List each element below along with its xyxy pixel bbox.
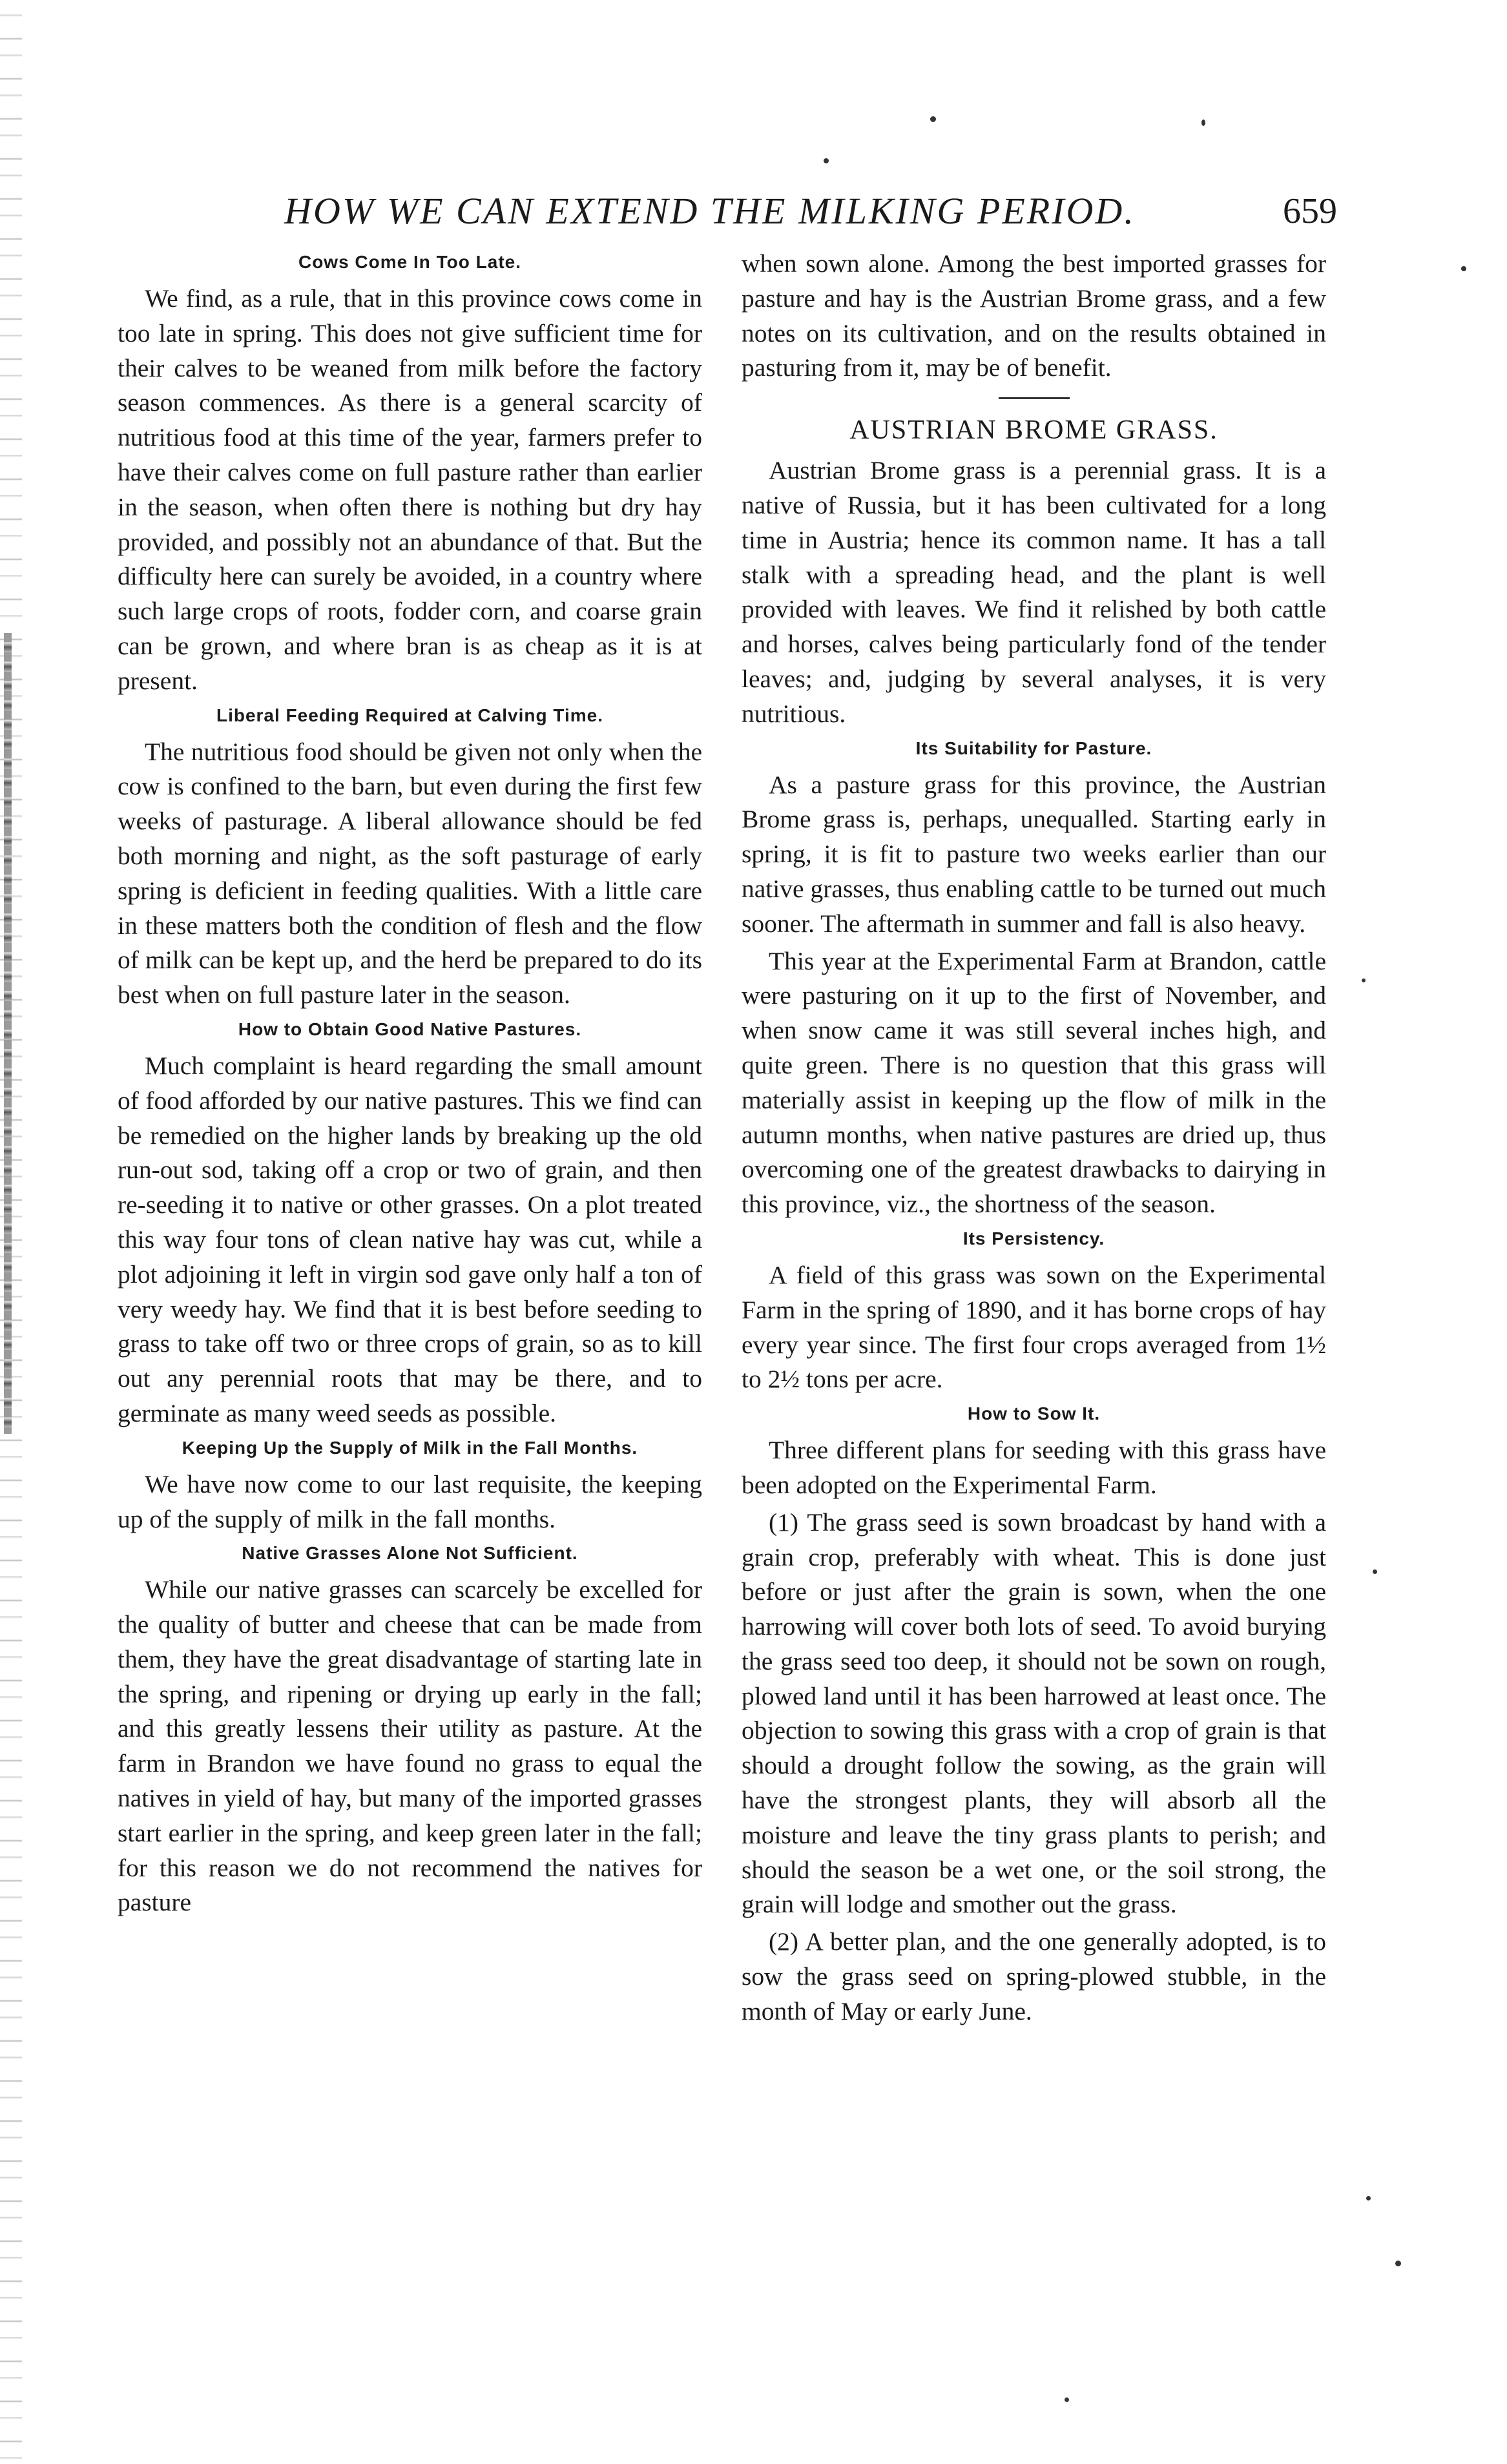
- print-speck: [1373, 1569, 1377, 1574]
- page-number: 659: [1283, 191, 1337, 231]
- running-header: [123, 176, 1337, 247]
- paragraph: Much complaint is heard regarding the small amount of food afforded by our native pastures. This we find can be remedied on the higher lands by breaking up the old run-out sod, taking off a crop or two of grain, and then re-seeding it to native or other grasses. On a plot treated this way four tons of clean native hay was cut, while a plot adjoining it left in virgin sod gave only half a ton of very weedy hay. We find that it is best before seeding to grass to take off two or three crops of grain, so as to kill out any perennial roots that may be there, and to germinate as many weed seeds as possible.: [118, 1051, 702, 1427]
- section-heading: Liberal Feeding Required at Calving Time.: [216, 705, 604, 725]
- print-speck: [1362, 978, 1366, 982]
- article-section-title: AUSTRIAN BROME GRASS.: [849, 415, 1218, 446]
- paragraph: We have now come to our last requisite, the keeping up of the supply of milk in the fall months.: [118, 1469, 702, 1533]
- section-heading: Native Grasses Alone Not Sufficient.: [242, 1543, 578, 1564]
- left-column: [118, 245, 702, 1923]
- section-heading: Cows Come In Too Late.: [298, 252, 522, 272]
- print-speck: [824, 158, 829, 163]
- section-heading: How to Obtain Good Native Pastures.: [238, 1019, 582, 1039]
- paragraph: Three different plans for seeding with this grass have been adopted on the Experimental Farm.: [742, 1436, 1326, 1499]
- continued-paragraph: when sown alone. Among the best imported grasses for pasture and hay is the Austrian Brome grass, and a few notes on its cultivation, and on the results obtained in pasturing from it, may be of benefit.: [742, 249, 1326, 382]
- section-heading: Its Suitability for Pasture.: [915, 738, 1152, 758]
- print-speck: [1065, 2397, 1069, 2402]
- paragraph: (1) The grass seed is sown broadcast by hand with a grain crop, preferably with wheat. This is done just before or just after the grain is sown, when the one harrowing will cover both lots of seed. To avoid burying the grass seed too deep, it should not be sown on rough, plowed land until it has been harrowed at least once. The objection to sowing this grass with a crop of grain is that should a drought follow the sowing, as the grain will have the strongest plants, they will absorb all the moisture and leave the tiny grass plants to perish; and should the season be a wet one, or the soil strong, the grain will lodge and smother out the grass.: [742, 1507, 1326, 1919]
- print-speck: [930, 116, 936, 122]
- paragraph: As a pasture grass for this province, the Austrian Brome grass is, perhaps, unequalled. Starting early in spring, it is fit to pasture two weeks earlier than our native grasses, thus enabling cattle to be turned out much sooner. The aftermath in summer and fall is also heavy.: [742, 770, 1326, 938]
- paragraph: This year at the Experimental Farm at Brandon, cattle were pasturing on it up to the first of November, and when snow came it was still several inches high, and quite green. There is no question that this grass will materially assist in keeping up the flow of milk in the autumn months, when native pastures are dried up, thus overcoming one of the greatest drawbacks to dairying in this province, viz., the shortness of the season.: [742, 946, 1326, 1219]
- print-speck: [1366, 2196, 1371, 2200]
- paragraph: (2) A better plan, and the one generally adopted, is to sow the grass seed on spring-plowed stubble, in the month of May or early June.: [742, 1927, 1326, 2025]
- print-speck: [1395, 2261, 1401, 2266]
- paragraph: The nutritious food should be given not only when the cow is confined to the barn, but even during the first few weeks of pasturage. A liberal allowance should be fed both morning and night, as the soft pasturage of early spring is deficient in feeding qualities. With a little care in these matters both the condition of flesh and the flow of milk can be kept up, and the herd be prepared to do its best when on full pasture later in the season.: [118, 737, 702, 1009]
- right-column: [742, 245, 1326, 2032]
- print-speck: [1201, 119, 1205, 126]
- scanned-page-edge: [0, 0, 22, 2464]
- section-heading: How to Sow It.: [967, 1403, 1101, 1424]
- paragraph: A field of this grass was sown on the Experimental Farm in the spring of 1890, and it has borne crops of hay every year since. The first four crops averaged from 1½ to 2½ tons per acre.: [742, 1260, 1326, 1394]
- section-heading: Keeping Up the Supply of Milk in the Fall Months.: [182, 1437, 638, 1458]
- running-title: HOW WE CAN EXTEND THE MILKING PERIOD.: [284, 190, 1136, 232]
- print-speck: [1461, 266, 1466, 271]
- paragraph: While our native grasses can scarcely be excelled for the quality of butter and cheese that can be made from them, they have the great disadvantage of starting late in the spring, and ripening or drying up early in the fall; and this greatly lessens their utility as pasture. At the farm in Brandon we have found no grass to equal the natives in yield of hay, but many of the imported grasses start earlier in the spring, and keep green later in the fall; for this reason we do not recommend the natives for pasture: [118, 1575, 702, 1917]
- paragraph: Austrian Brome grass is a perennial grass. It is a native of Russia, but it has been cultivated for a long time in Austria; hence its common name. It has a tall stalk with a spreading head, and the plant is well provided with leaves. We find it relished by both cattle and horses, calves being particularly fond of the tender leaves; and, judging by several analyses, it is very nutritious.: [742, 456, 1326, 728]
- section-divider: [999, 397, 1070, 399]
- section-heading: Its Persistency.: [962, 1228, 1105, 1248]
- paragraph: We find, as a rule, that in this province cows come in too late in spring. This does not give sufficient time for their calves to be weaned from milk before the factory season commences. As there is a general scarcity of nutritious food at this time of the year, farmers prefer to have their calves come on full pasture rather than earlier in the season, when often there is nothing but dry hay provided, and possibly not an abundance of that. But the difficulty here can surely be avoided, in a country where such large crops of roots, fodder corn, and coarse grain can be grown, and where bran is as cheap as it is at present.: [118, 284, 702, 695]
